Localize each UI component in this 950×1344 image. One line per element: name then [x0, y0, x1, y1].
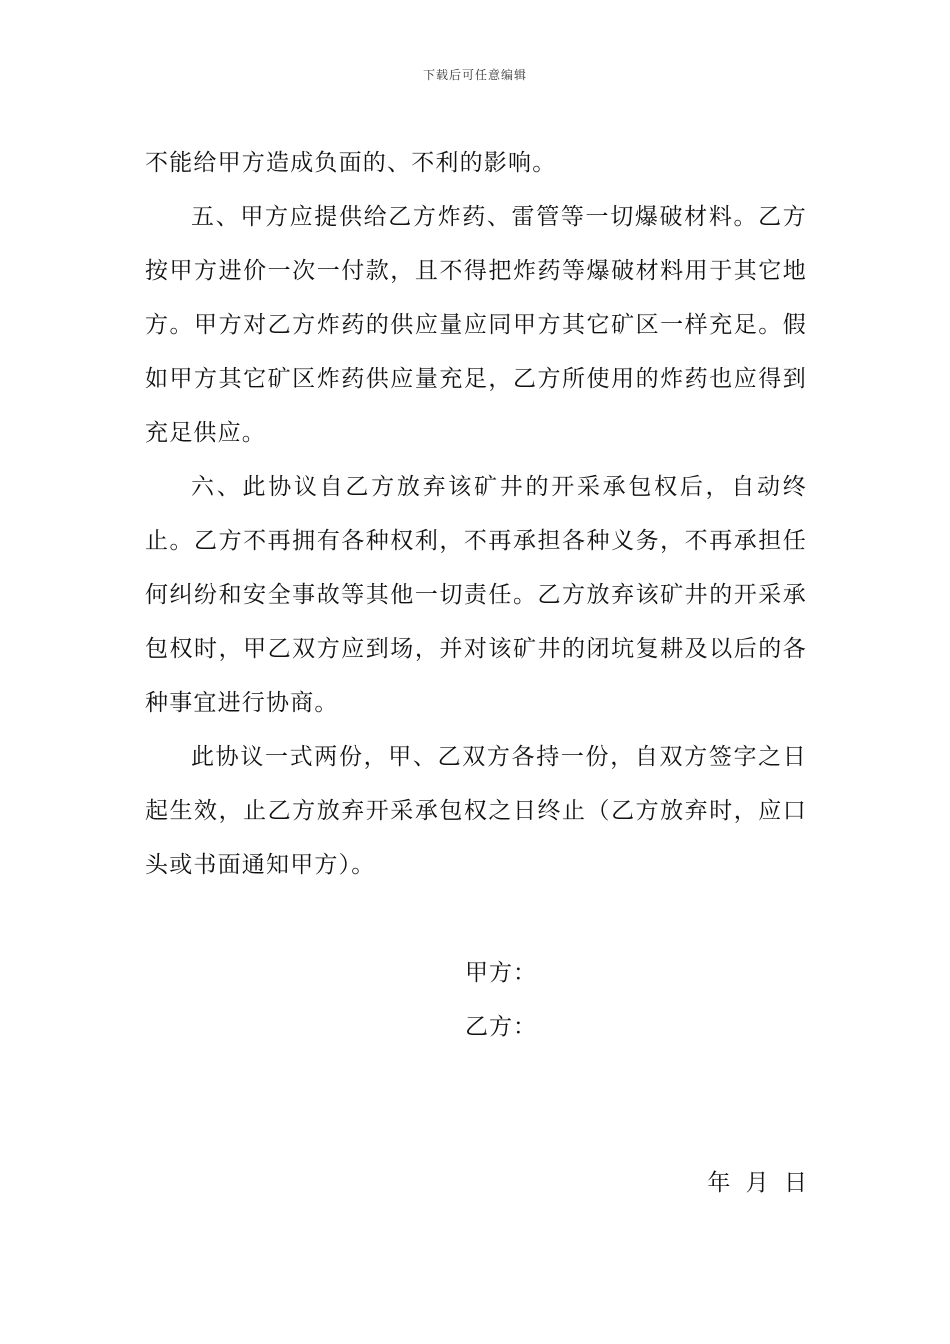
paragraph-clause-6: 六、此协议自乙方放弃该矿井的开采承包权后，自动终止。乙方不再拥有各种权利，不再承担各种义务，不再承担任何纠纷和安全事故等其他一切责任。乙方放弃该矿井的开采承包权时，甲乙双方应到场，并对该矿井的闭坑复耕及以后的各种事宜进行协商。 — [145, 474, 807, 716]
signature-block — [465, 946, 665, 1054]
header-note: 下载后可任意编辑 — [422, 68, 527, 82]
agreement-body — [145, 136, 807, 892]
party-b-signature: 乙方： — [465, 1014, 537, 1040]
paragraph-clause-5: 五、甲方应提供给乙方炸药、雷管等一切爆破材料。乙方按甲方进价一次一付款，且不得把炸药等爆破材料用于其它地方。甲方对乙方炸药的供应量应同甲方其它矿区一样充足。假如甲方其它矿区炸药供应量充足，乙方所使用的炸药也应得到充足供应。 — [145, 204, 807, 446]
paragraph-closing: 此协议一式两份，甲、乙双方各持一份，自双方签字之日起生效，止乙方放弃开采承包权之日终止（乙方放弃时，应口头或书面通知甲方）。 — [145, 744, 807, 878]
party-a-signature: 甲方： — [465, 960, 537, 986]
paragraph-continuation: 不能给甲方造成负面的、不利的影响。 — [145, 150, 557, 176]
date-line: 年 月 日 — [707, 1170, 807, 1196]
